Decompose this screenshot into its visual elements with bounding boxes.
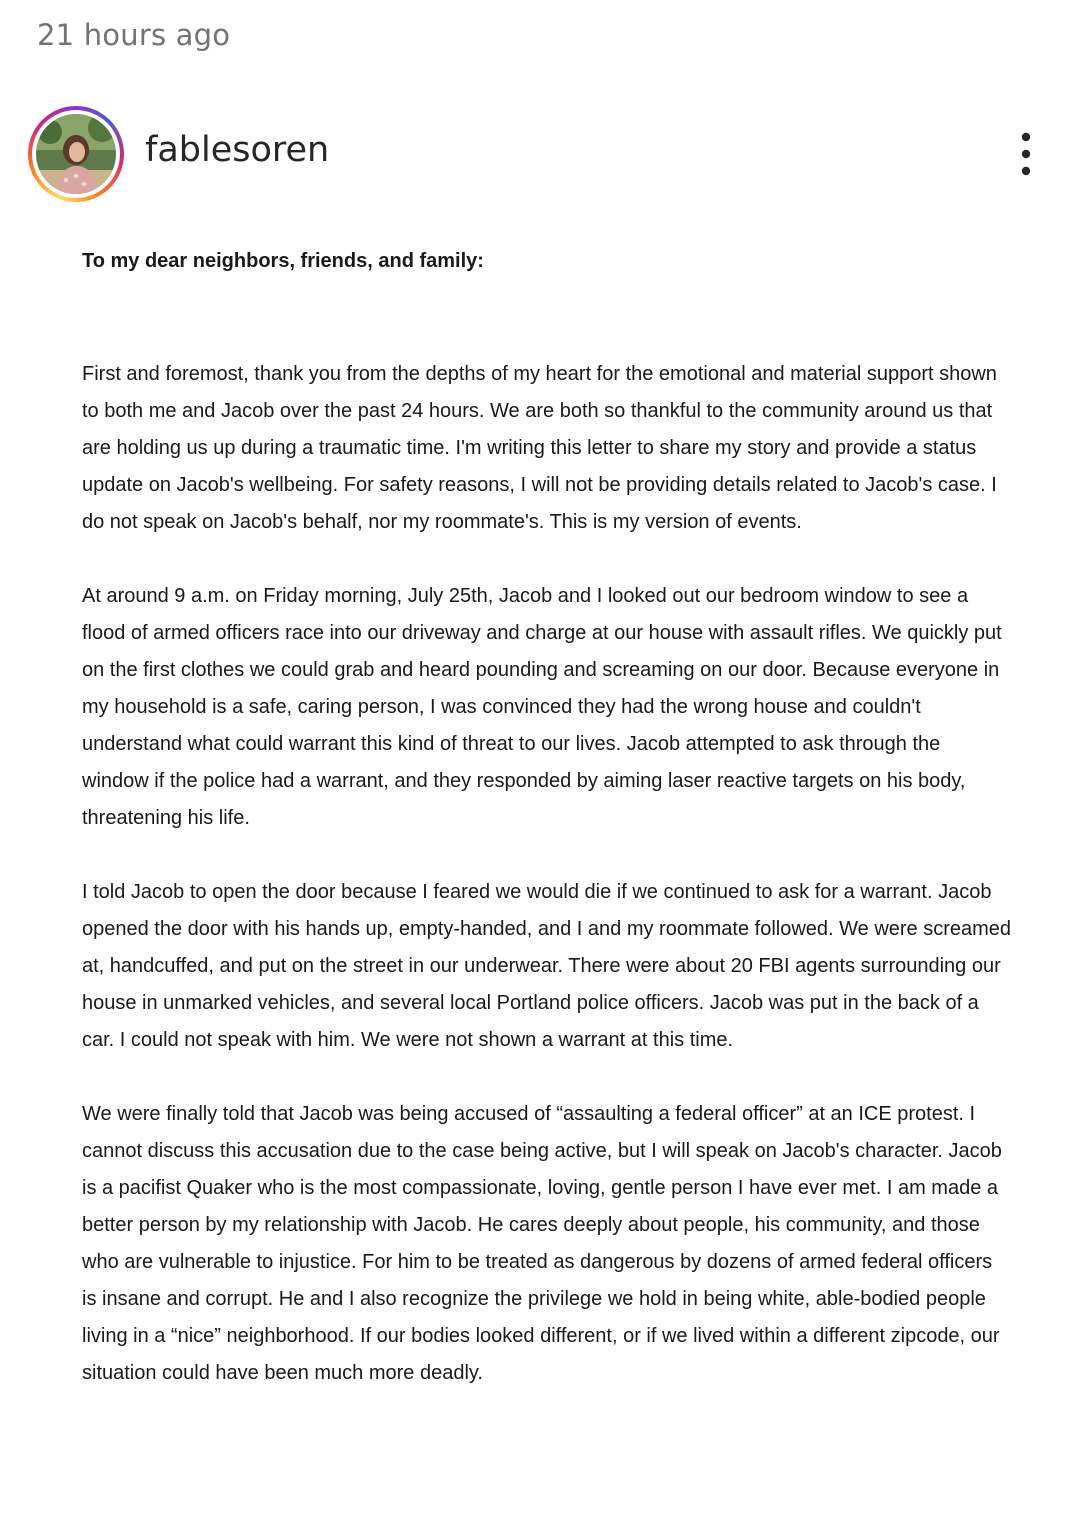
- avatar[interactable]: [36, 114, 116, 194]
- post-header: [28, 106, 1058, 202]
- username[interactable]: fablesoren: [145, 130, 330, 170]
- more-options-button[interactable]: [1006, 128, 1046, 180]
- avatar-photo: [36, 114, 116, 194]
- post-timestamp: 21 hours ago: [37, 18, 231, 52]
- more-vertical-icon: [1006, 128, 1046, 180]
- letter-salutation: To my dear neighbors, friends, and family:: [82, 250, 484, 272]
- letter-paragraph: We were finally told that Jacob was being accused of “assaulting a federal officer” at an ICE protest. I cannot discuss this accusation due to the case being active, but I will speak on Jacob's character. Jacob is a pacifist Quaker who is the most compassionate, loving, gentle person I have ever met. I am made a better person by my relationship with Jacob. He cares deeply about people, his community, and those who are vulnerable to injustice. For him to be treated as dangerous by dozens of armed federal officers is insane and corrupt. He and I also recognize the privilege we hold in being white, able-bodied people living in a “nice” neighborhood. If our bodies looked different, or if we lived within a different zipcode, our situation could have been much more deadly.: [82, 1103, 1002, 1384]
- avatar-story-ring[interactable]: [28, 106, 124, 202]
- letter-paragraph: I told Jacob to open the door because I feared we would die if we continued to ask for a warrant. Jacob opened the door with his hands up, empty-handed, and I and my roommate followed. We were screamed at, handcuffed, and put on the street in our underwear. There were about 20 FBI agents surrounding our house in unmarked vehicles, and several local Portland police officers. Jacob was put in the back of a car. I could not speak with him. We were not shown a warrant at this time.: [82, 881, 1012, 1051]
- letter-paragraph: At around 9 a.m. on Friday morning, July 25th, Jacob and I looked out our bedroom window to see a flood of armed officers race into our driveway and charge at our house with assault rifles. We quickly put on the first clothes we could grab and heard pounding and screaming on our door. Because everyone in my household is a safe, caring person, I was convinced they had the wrong house and couldn't understand what could warrant this kind of threat to our lives. Jacob attempted to ask through the window if the police had a warrant, and they responded by aiming laser reactive targets on his body, threatening his life.: [82, 585, 1002, 829]
- letter-image: [82, 246, 1012, 1392]
- letter-paragraph: First and foremost, thank you from the depths of my heart for the emotional and material support shown to both me and Jacob over the past 24 hours. We are both so thankful to the community around us that are holding us up during a traumatic time. I'm writing this letter to share my story and provide a status update on Jacob's wellbeing. For safety reasons, I will not be providing details related to Jacob's case. I do not speak on Jacob's behalf, nor my roommate's. This is my version of events.: [82, 363, 997, 533]
